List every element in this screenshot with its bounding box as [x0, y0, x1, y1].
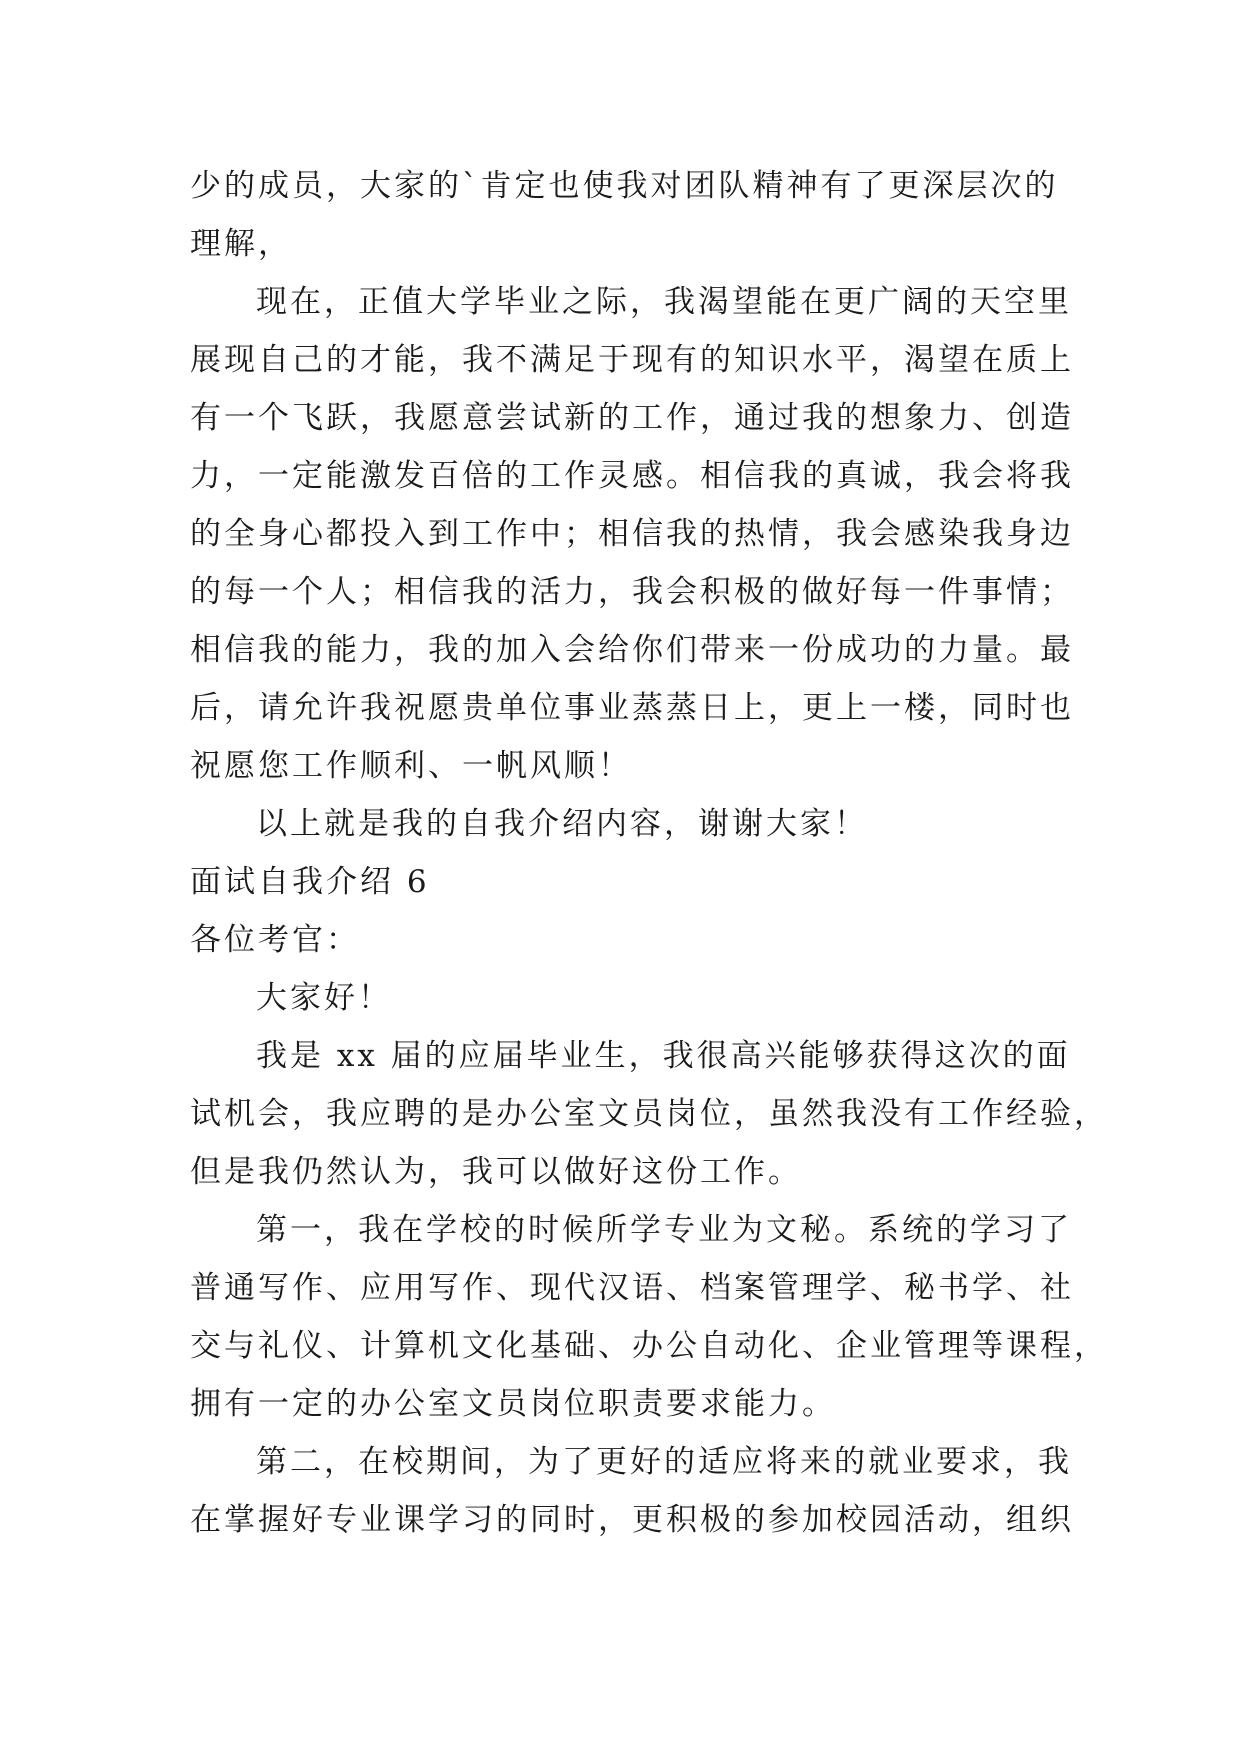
paragraph-start: 我是 xx 届的应届毕业生，我很高兴能够获得这次的面	[256, 1038, 1071, 1074]
paragraph-start: 现在，正值大学毕业之际，我渴望能在更广阔的天空里	[256, 284, 1072, 320]
text-line: 有一个飞跃，我愿意尝试新的工作，通过我的想象力、创造	[190, 400, 1074, 436]
section-heading: 面试自我介绍 6	[190, 864, 430, 900]
closing-line: 以上就是我的自我介绍内容，谢谢大家！	[256, 806, 868, 842]
text-line: 理解，	[190, 226, 292, 262]
text-line: 展现自己的才能，我不满足于现有的知识水平，渴望在质上	[190, 342, 1074, 378]
text-line: 力，一定能激发百倍的工作灵感。相信我的真诚，我会将我	[190, 458, 1074, 494]
text-line: 相信我的能力，我的加入会给你们带来一份成功的力量。最	[190, 632, 1074, 668]
text-line: 在掌握好专业课学习的同时，更积极的参加校园活动，组织	[190, 1502, 1074, 1538]
paragraph-start: 第二，在校期间，为了更好的适应将来的就业要求，我	[256, 1444, 1072, 1480]
greeting: 大家好！	[256, 980, 392, 1016]
text-line: 试机会，我应聘的是办公室文员岗位，虽然我没有工作经验，	[190, 1096, 1108, 1132]
paragraph-start: 第一，我在学校的时候所学专业为文秘。系统的学习了	[256, 1212, 1072, 1248]
text-line: 后，请允许我祝愿贵单位事业蒸蒸日上，更上一楼，同时也	[190, 690, 1074, 726]
text-line: 的每一个人；相信我的活力，我会积极的做好每一件事情；	[190, 574, 1074, 610]
text-line: 少的成员，大家的`肯定也使我对团队精神有了更深层次的	[190, 168, 1059, 204]
text-line: 交与礼仪、计算机文化基础、办公自动化、企业管理等课程，	[190, 1328, 1108, 1364]
text-line: 的全身心都投入到工作中；相信我的热情，我会感染我身边	[190, 516, 1074, 552]
text-line: 拥有一定的办公室文员岗位职责要求能力。	[190, 1386, 836, 1422]
text-line: 但是我仍然认为，我可以做好这份工作。	[190, 1154, 802, 1190]
text-line: 普通写作、应用写作、现代汉语、档案管理学、秘书学、社	[190, 1270, 1074, 1306]
salutation: 各位考官：	[190, 922, 360, 958]
text-line: 祝愿您工作顺利、一帆风顺！	[190, 748, 632, 784]
